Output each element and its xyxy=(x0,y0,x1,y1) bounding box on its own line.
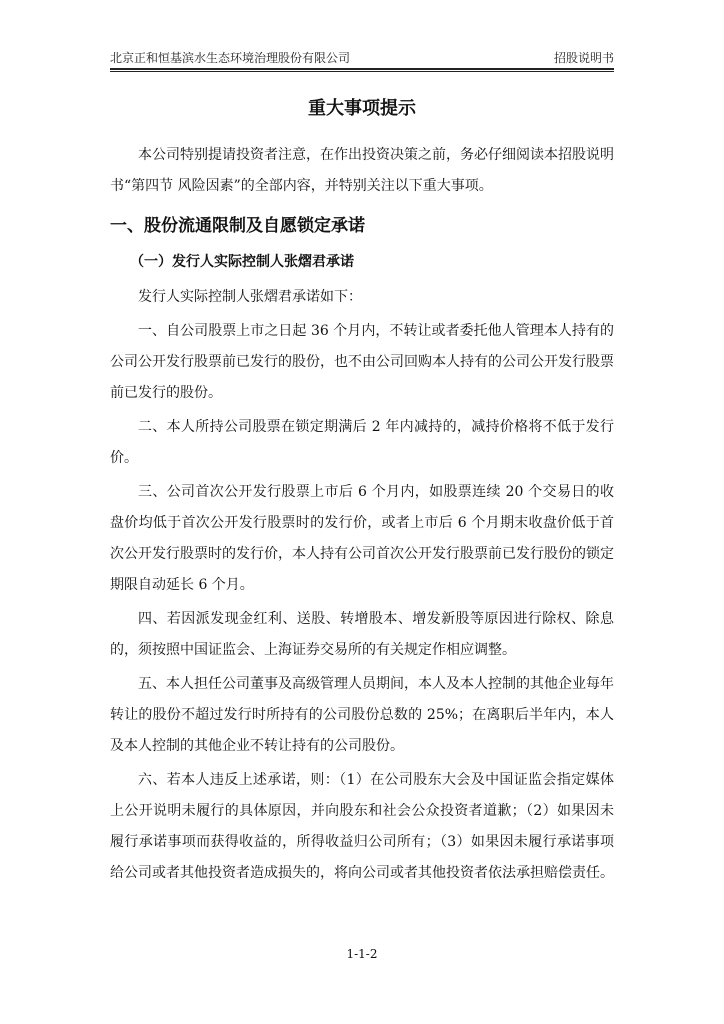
commitment-item-4: 四、若因派发现金红利、送股、转增股本、增发新股等原因进行除权、除息的，须按照中国证监会、上海证券交易所的有关规定作相应调整。 xyxy=(110,611,614,658)
header-document-type: 招股说明书 xyxy=(553,51,614,65)
main-content xyxy=(110,140,614,892)
commitment-item-6: 六、若本人违反上述承诺，则：（1）在公司股东大会及中国证监会指定媒体上公开说明未履行的具体原因，并向股东和社会公众投资者道歉；（2）如果因未履行承诺事项而获得收益的，所得收益归公司所有；（3）如果因未履行承诺事项给公司或者其他投资者造成损失的，将向公司或者其他投资者依法承担赔偿责任。 xyxy=(110,772,614,881)
header-rule-thick xyxy=(110,68,614,70)
section-heading: 一、股份流通限制及自愿锁定承诺 xyxy=(110,216,365,236)
header-company-name: 北京正和恒基滨水生态环境治理股份有限公司 xyxy=(110,51,351,65)
subsection-heading: （一）发行人实际控制人张熠君承诺 xyxy=(130,254,354,270)
commitment-item-3: 三、公司首次公开发行股票上市后 6 个月内，如股票连续 20 个交易日的收盘价均低于首次公开发行股票时的发行价，或者上市后 6 个月期末收盘价低于首次公开发行股票时的发行价，本人持有公司首次公开发行股票前已发行股份的锁定期限自动延长 6 个月。 xyxy=(110,484,614,593)
commitment-lead: 发行人实际控制人张熠君承诺如下： xyxy=(138,289,362,305)
commitment-item-2: 二、本人所持公司股票在锁定期满后 2 年内减持的，减持价格将不低于发行价。 xyxy=(110,419,614,466)
commitment-item-1: 一、自公司股票上市之日起 36 个月内，不转让或者委托他人管理本人持有的公司公开发行股票前已发行的股份，也不由公司回购本人持有的公司公开发行股票前已发行的股份。 xyxy=(110,323,614,401)
page-number: 1-1-2 xyxy=(346,947,378,961)
commitment-item-5: 五、本人担任公司董事及高级管理人员期间，本人及本人控制的其他企业每年转让的股份不超过发行时所持有的公司股份总数的 25%；在离职后半年内，本人及本人控制的其他企业不转让持有的公司股份。 xyxy=(110,676,614,754)
intro-paragraph: 本公司特别提请投资者注意，在作出投资决策之前，务必仔细阅读本招股说明书“第四节 风险因素”的全部内容，并特别关注以下重大事项。 xyxy=(110,147,614,194)
header-rule-thin xyxy=(110,71,614,72)
page-title: 重大事项提示 xyxy=(308,98,416,119)
page-header xyxy=(110,49,614,67)
